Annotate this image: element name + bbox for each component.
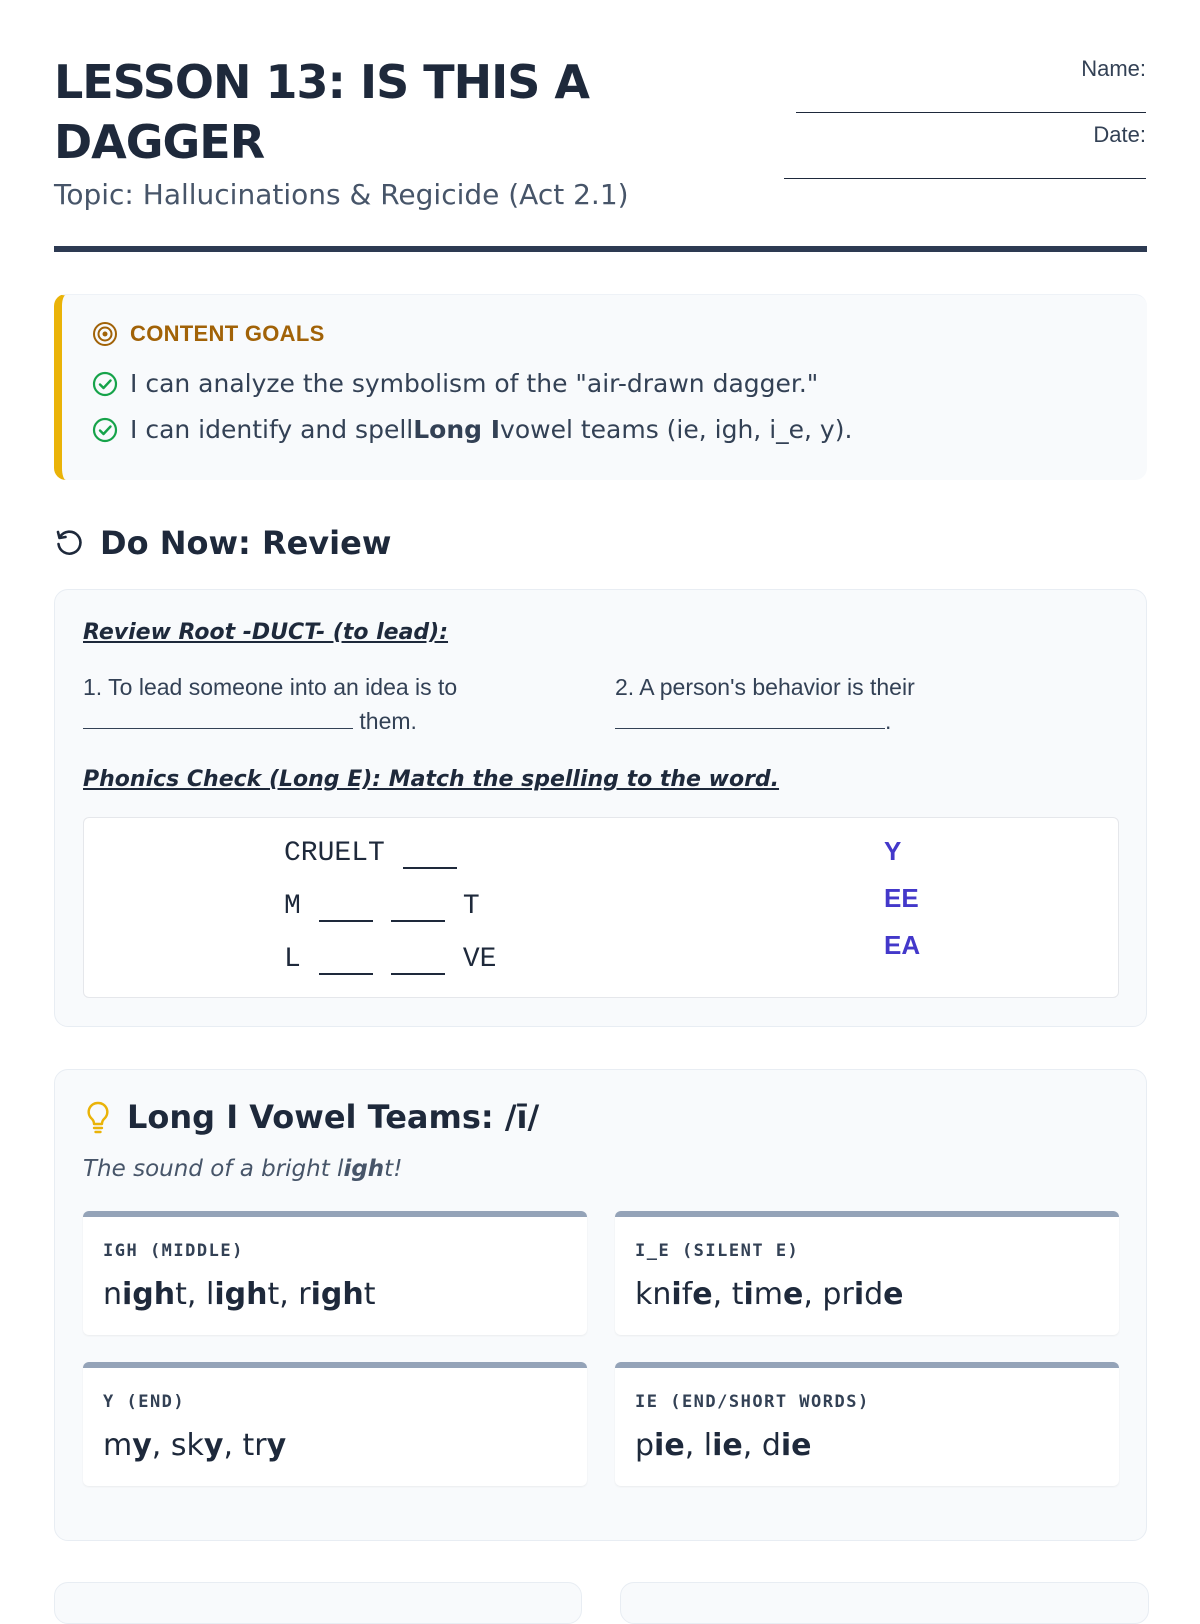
goal-item bbox=[92, 415, 852, 444]
vowel-team-highlight: ie bbox=[780, 1428, 812, 1463]
word-start: CRUELT bbox=[284, 838, 385, 869]
root-review-heading: Review Root -DUCT- (to lead): bbox=[83, 620, 449, 645]
match-word-1 bbox=[284, 838, 457, 869]
vowel-team-card bbox=[83, 1362, 587, 1486]
vowel-team-highlight: y bbox=[132, 1428, 152, 1463]
tagline-part: The sound of a bright bbox=[83, 1156, 338, 1182]
content-goals-label: CONTENT GOALS bbox=[130, 321, 325, 346]
goal-text: I can analyze the symbolism of the "air-drawn dagger." bbox=[130, 369, 819, 398]
example-word bbox=[103, 1277, 187, 1312]
card-label: IGH (MIDDLE) bbox=[103, 1241, 244, 1261]
word-part: t bbox=[731, 1277, 744, 1312]
phonics-check-heading: Phonics Check (Long E): Match the spelling to the word. bbox=[83, 767, 780, 792]
question-1 bbox=[83, 670, 553, 738]
vowel-team-highlight: e bbox=[782, 1277, 804, 1312]
card-label: Y (END) bbox=[103, 1392, 186, 1412]
goal-text-part: vowel teams (ie, igh, i_e, y). bbox=[500, 415, 853, 444]
word-part: m bbox=[753, 1277, 783, 1312]
vowel-team-card bbox=[615, 1362, 1119, 1486]
word-part: n bbox=[103, 1277, 123, 1312]
vowel-team-highlight: y bbox=[203, 1428, 224, 1463]
word-part: pr bbox=[822, 1277, 854, 1312]
card-label: I_E (SILENT E) bbox=[635, 1241, 800, 1261]
card-label: IE (END/SHORT WORDS) bbox=[635, 1392, 870, 1412]
example-word bbox=[762, 1428, 812, 1463]
vowel-team-highlight: ie bbox=[712, 1428, 743, 1463]
word-part: d bbox=[864, 1277, 884, 1312]
vowel-team-highlight: ie bbox=[654, 1428, 685, 1463]
letter-blank[interactable] bbox=[319, 896, 373, 922]
vowel-team-highlight: y bbox=[266, 1428, 287, 1463]
goal-text-part: I can identify and spell bbox=[130, 415, 414, 444]
question-1-text: 1. To lead someone into an idea is to bbox=[83, 674, 458, 700]
refresh-icon bbox=[54, 528, 84, 558]
vowel-team-highlight: igh bbox=[122, 1277, 176, 1312]
word-part: tr bbox=[242, 1428, 267, 1463]
goal-text-bold: Long I bbox=[413, 415, 501, 444]
word-part: f bbox=[681, 1277, 693, 1312]
word-part: t bbox=[363, 1277, 376, 1312]
goal-item bbox=[92, 369, 818, 398]
example-word bbox=[243, 1428, 287, 1463]
question-2 bbox=[615, 670, 1085, 738]
question-2-text: 2. A person's behavior is their bbox=[615, 674, 915, 700]
next-section-panel bbox=[54, 1582, 582, 1624]
lightbulb-icon bbox=[85, 1100, 111, 1134]
answer-blank-2[interactable] bbox=[615, 704, 885, 729]
word-start: M bbox=[284, 891, 301, 922]
vowel-team-highlight: i bbox=[743, 1277, 754, 1312]
check-circle-icon bbox=[92, 371, 118, 397]
card-words: pie, lie, die bbox=[635, 1428, 812, 1463]
card-words: knife, time, pride bbox=[635, 1277, 904, 1312]
answer-blank-1[interactable] bbox=[83, 704, 353, 729]
example-word bbox=[298, 1277, 375, 1312]
do-now-title: Do Now: Review bbox=[100, 524, 392, 562]
vowel-team-highlight: i bbox=[671, 1277, 682, 1312]
example-word bbox=[732, 1277, 804, 1312]
letter-blank[interactable] bbox=[391, 949, 445, 975]
content-goals-box bbox=[54, 294, 1147, 480]
goal-text bbox=[130, 415, 852, 444]
next-section-panel bbox=[620, 1582, 1149, 1624]
phonics-match-box bbox=[83, 817, 1119, 998]
letter-blank[interactable] bbox=[403, 843, 457, 869]
vowel-team-highlight: igh bbox=[214, 1277, 268, 1312]
word-part: kn bbox=[635, 1277, 672, 1312]
word-end: VE bbox=[462, 944, 497, 975]
page-topic: Topic: Hallucinations & Regicide (Act 2.1) bbox=[54, 178, 629, 211]
tagline-part: t! bbox=[384, 1156, 403, 1182]
do-now-panel bbox=[54, 589, 1147, 1027]
card-words: night, light, right bbox=[103, 1277, 376, 1312]
vowel-team-highlight: e bbox=[692, 1277, 713, 1312]
example-word bbox=[704, 1428, 743, 1463]
vowel-team-highlight: igh bbox=[310, 1277, 364, 1312]
vowel-team-card bbox=[83, 1211, 587, 1335]
letter-blank[interactable] bbox=[391, 896, 445, 922]
check-circle-icon bbox=[92, 417, 118, 443]
name-field[interactable] bbox=[796, 112, 1146, 113]
do-now-heading bbox=[54, 524, 391, 562]
content-goals-heading bbox=[92, 321, 325, 347]
letter-blank[interactable] bbox=[319, 949, 373, 975]
spelling-option: EE bbox=[884, 883, 919, 913]
match-word-2 bbox=[284, 891, 480, 922]
match-word-3 bbox=[284, 944, 496, 975]
spelling-option: Y bbox=[884, 836, 902, 866]
word-part: sk bbox=[170, 1428, 204, 1463]
question-2-suffix: . bbox=[885, 708, 892, 734]
name-label: Name: bbox=[1081, 56, 1146, 81]
target-icon bbox=[92, 321, 118, 347]
word-part: d bbox=[761, 1428, 781, 1463]
vowel-team-highlight: i bbox=[853, 1277, 865, 1312]
question-1-suffix: them. bbox=[353, 708, 417, 734]
word-part: l bbox=[205, 1277, 215, 1312]
word-part: t bbox=[175, 1277, 187, 1312]
tagline-bold: igh bbox=[343, 1156, 385, 1182]
word-part: l bbox=[703, 1428, 713, 1463]
header-divider bbox=[54, 246, 1147, 252]
example-word bbox=[635, 1428, 685, 1463]
example-word bbox=[103, 1428, 152, 1463]
spelling-option: EA bbox=[884, 930, 921, 960]
word-part: t bbox=[267, 1277, 280, 1312]
long-i-panel bbox=[54, 1069, 1147, 1541]
date-field[interactable] bbox=[784, 178, 1146, 179]
page-title: LESSON 13: IS THIS A DAGGER bbox=[54, 55, 589, 169]
example-word bbox=[206, 1277, 279, 1312]
word-part: p bbox=[635, 1428, 655, 1463]
vowel-team-card bbox=[615, 1211, 1119, 1335]
example-word bbox=[635, 1277, 713, 1312]
long-i-heading bbox=[85, 1098, 539, 1136]
long-i-title: Long I Vowel Teams: /ī/ bbox=[127, 1098, 540, 1136]
example-word bbox=[822, 1277, 903, 1312]
word-part: r bbox=[298, 1277, 311, 1312]
date-label: Date: bbox=[1093, 122, 1146, 147]
long-i-tagline bbox=[83, 1156, 402, 1182]
card-words: my, sky, try bbox=[103, 1428, 287, 1463]
vowel-team-highlight: e bbox=[883, 1277, 904, 1312]
word-part: m bbox=[103, 1428, 133, 1463]
tagline-part: l bbox=[337, 1156, 344, 1182]
example-word bbox=[171, 1428, 224, 1463]
word-end: T bbox=[462, 891, 480, 922]
word-start: L bbox=[284, 944, 301, 975]
